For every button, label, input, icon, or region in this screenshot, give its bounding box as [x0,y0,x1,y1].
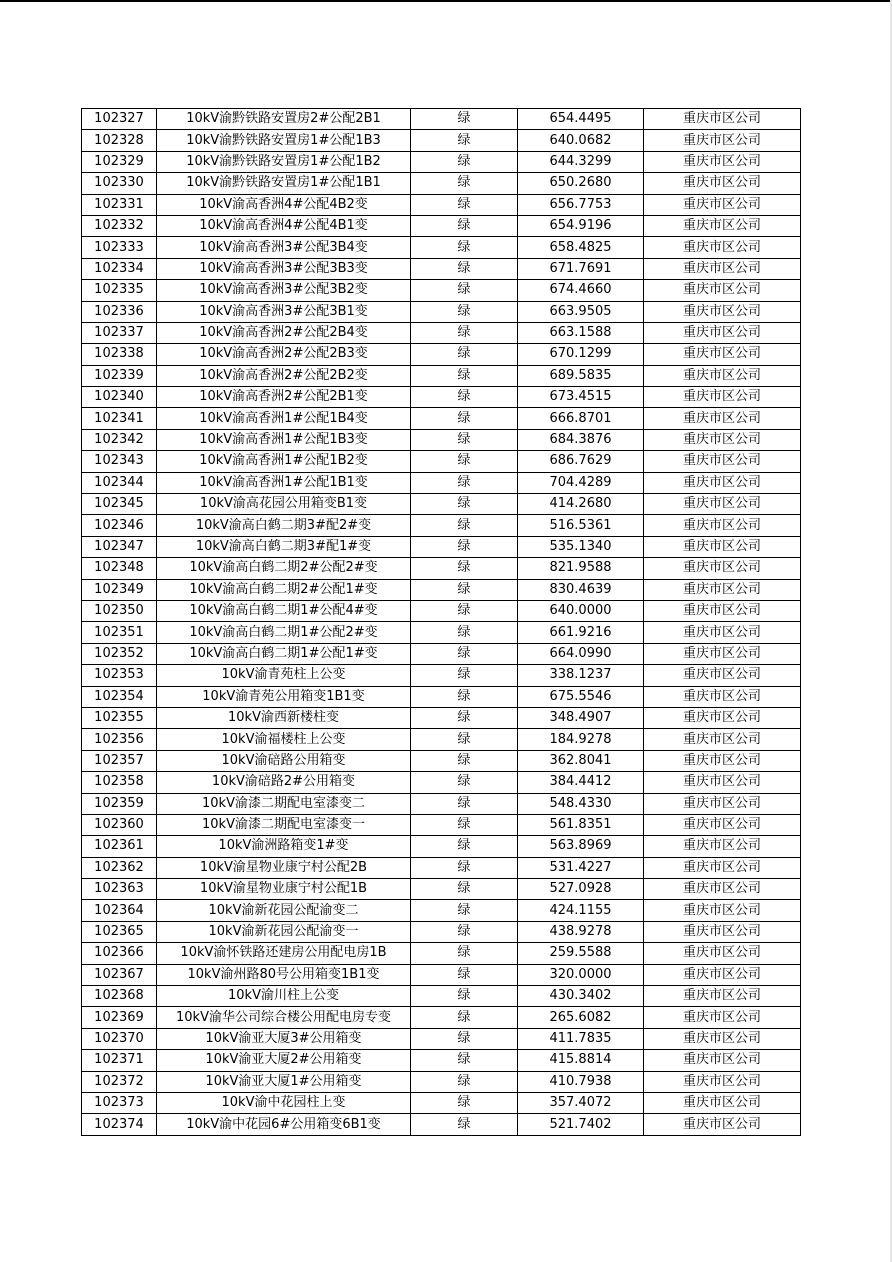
id-cell: 102331 [82,194,157,215]
value-cell: 548.4330 [518,793,644,814]
table-row [82,515,801,536]
company-cell: 重庆市区公司 [644,1007,801,1028]
status-cell: 绿 [411,515,518,536]
table-row [82,215,801,236]
company-cell: 重庆市区公司 [644,964,801,985]
table-row [82,750,801,771]
name-cell: 10kV渝亚大厦3#公用箱变 [157,1028,411,1049]
status-cell: 绿 [411,1092,518,1113]
id-cell: 102348 [82,558,157,579]
name-cell: 10kV渝高花园公用箱变B1变 [157,494,411,515]
table-row [82,772,801,793]
id-cell: 102343 [82,451,157,472]
company-cell: 重庆市区公司 [644,280,801,301]
table-row [82,879,801,900]
id-cell: 102365 [82,921,157,942]
value-cell: 821.9588 [518,558,644,579]
value-cell: 675.5546 [518,686,644,707]
name-cell: 10kV渝高香洲2#公配2B1变 [157,387,411,408]
name-cell: 10kV渝高香洲1#公配1B4变 [157,408,411,429]
status-cell: 绿 [411,494,518,515]
name-cell: 10kV渝漆二期配电室漆变二 [157,793,411,814]
value-cell: 531.4227 [518,857,644,878]
value-cell: 650.2680 [518,173,644,194]
name-cell: 10kV渝高白鹤二期1#公配1#变 [157,643,411,664]
company-cell: 重庆市区公司 [644,365,801,386]
status-cell: 绿 [411,857,518,878]
value-cell: 830.4639 [518,579,644,600]
name-cell: 10kV渝高香洲2#公配2B3变 [157,344,411,365]
id-cell: 102328 [82,130,157,151]
company-cell: 重庆市区公司 [644,237,801,258]
company-cell: 重庆市区公司 [644,643,801,664]
id-cell: 102339 [82,365,157,386]
status-cell: 绿 [411,921,518,942]
name-cell: 10kV渝中花园6#公用箱变6B1变 [157,1114,411,1135]
company-cell: 重庆市区公司 [644,814,801,835]
status-cell: 绿 [411,429,518,450]
id-cell: 102332 [82,215,157,236]
id-cell: 102349 [82,579,157,600]
value-cell: 674.4660 [518,280,644,301]
value-cell: 656.7753 [518,194,644,215]
value-cell: 684.3876 [518,429,644,450]
value-cell: 527.0928 [518,879,644,900]
id-cell: 102350 [82,600,157,621]
table-row [82,365,801,386]
value-cell: 438.9278 [518,921,644,942]
status-cell: 绿 [411,879,518,900]
id-cell: 102353 [82,665,157,686]
status-cell: 绿 [411,600,518,621]
status-cell: 绿 [411,1028,518,1049]
value-cell: 673.4515 [518,387,644,408]
name-cell: 10kV渝州路80号公用箱变1B1变 [157,964,411,985]
company-cell: 重庆市区公司 [644,344,801,365]
id-cell: 102327 [82,109,157,130]
name-cell: 10kV渝高白鹤二期2#公配2#变 [157,558,411,579]
status-cell: 绿 [411,109,518,130]
status-cell: 绿 [411,558,518,579]
company-cell: 重庆市区公司 [644,109,801,130]
table-row [82,1028,801,1049]
table-row [82,536,801,557]
id-cell: 102355 [82,707,157,728]
id-cell: 102336 [82,301,157,322]
table-row [82,900,801,921]
name-cell: 10kV渝高白鹤二期3#配2#变 [157,515,411,536]
table-row [82,472,801,493]
company-cell: 重庆市区公司 [644,1092,801,1113]
id-cell: 102341 [82,408,157,429]
company-cell: 重庆市区公司 [644,986,801,1007]
table-row [82,600,801,621]
id-cell: 102330 [82,173,157,194]
table-row [82,1071,801,1092]
name-cell: 10kV渝黔铁路安置房1#公配1B1 [157,173,411,194]
company-cell: 重庆市区公司 [644,536,801,557]
value-cell: 654.9196 [518,215,644,236]
company-cell: 重庆市区公司 [644,857,801,878]
id-cell: 102362 [82,857,157,878]
id-cell: 102347 [82,536,157,557]
page-top-border [0,0,892,2]
value-cell: 658.4825 [518,237,644,258]
name-cell: 10kV渝高香洲1#公配1B2变 [157,451,411,472]
value-cell: 654.4495 [518,109,644,130]
name-cell: 10kV渝华公司综合楼公用配电房专变 [157,1007,411,1028]
table-row [82,643,801,664]
id-cell: 102340 [82,387,157,408]
company-cell: 重庆市区公司 [644,194,801,215]
table-row [82,408,801,429]
name-cell: 10kV渝怀铁路还建房公用配电房1B [157,943,411,964]
company-cell: 重庆市区公司 [644,301,801,322]
value-cell: 411.7835 [518,1028,644,1049]
name-cell: 10kV渝星物业康宁村公配2B [157,857,411,878]
name-cell: 10kV渝高白鹤二期1#公配2#变 [157,622,411,643]
table-row [82,707,801,728]
id-cell: 102338 [82,344,157,365]
status-cell: 绿 [411,986,518,1007]
id-cell: 102366 [82,943,157,964]
name-cell: 10kV渝高香洲4#公配4B2变 [157,194,411,215]
value-cell: 184.9278 [518,729,644,750]
table-row [82,943,801,964]
company-cell: 重庆市区公司 [644,322,801,343]
value-cell: 265.6082 [518,1007,644,1028]
status-cell: 绿 [411,622,518,643]
value-cell: 664.0990 [518,643,644,664]
name-cell: 10kV渝高白鹤二期1#公配4#变 [157,600,411,621]
company-cell: 重庆市区公司 [644,836,801,857]
table-row [82,793,801,814]
name-cell: 10kV渝星物业康宁村公配1B [157,879,411,900]
status-cell: 绿 [411,1114,518,1135]
name-cell: 10kV渝高香洲3#公配3B4变 [157,237,411,258]
company-cell: 重庆市区公司 [644,686,801,707]
table-row [82,151,801,172]
id-cell: 102333 [82,237,157,258]
status-cell: 绿 [411,686,518,707]
status-cell: 绿 [411,729,518,750]
value-cell: 663.1588 [518,322,644,343]
name-cell: 10kV渝亚大厦1#公用箱变 [157,1071,411,1092]
name-cell: 10kV渝高白鹤二期3#配1#变 [157,536,411,557]
status-cell: 绿 [411,344,518,365]
value-cell: 563.8969 [518,836,644,857]
status-cell: 绿 [411,1007,518,1028]
status-cell: 绿 [411,665,518,686]
status-cell: 绿 [411,1050,518,1071]
table-row [82,558,801,579]
company-cell: 重庆市区公司 [644,215,801,236]
table-row [82,130,801,151]
table-row [82,322,801,343]
name-cell: 10kV渝福楼柱上公变 [157,729,411,750]
company-cell: 重庆市区公司 [644,600,801,621]
company-cell: 重庆市区公司 [644,772,801,793]
name-cell: 10kV渝高香洲2#公配2B2变 [157,365,411,386]
name-cell: 10kV渝洲路箱变1#变 [157,836,411,857]
table-row [82,194,801,215]
id-cell: 102368 [82,986,157,1007]
company-cell: 重庆市区公司 [644,258,801,279]
id-cell: 102358 [82,772,157,793]
status-cell: 绿 [411,387,518,408]
value-cell: 666.8701 [518,408,644,429]
value-cell: 516.5361 [518,515,644,536]
id-cell: 102354 [82,686,157,707]
company-cell: 重庆市区公司 [644,579,801,600]
status-cell: 绿 [411,173,518,194]
id-cell: 102364 [82,900,157,921]
table-row [82,1114,801,1135]
table-row [82,921,801,942]
company-cell: 重庆市区公司 [644,472,801,493]
company-cell: 重庆市区公司 [644,900,801,921]
table-row [82,579,801,600]
id-cell: 102335 [82,280,157,301]
table-row [82,729,801,750]
value-cell: 384.4412 [518,772,644,793]
id-cell: 102372 [82,1071,157,1092]
company-cell: 重庆市区公司 [644,429,801,450]
value-cell: 414.2680 [518,494,644,515]
company-cell: 重庆市区公司 [644,1028,801,1049]
name-cell: 10kV渝青苑柱上公变 [157,665,411,686]
table-row [82,1050,801,1071]
name-cell: 10kV渝高香洲2#公配2B4变 [157,322,411,343]
status-cell: 绿 [411,472,518,493]
company-cell: 重庆市区公司 [644,515,801,536]
status-cell: 绿 [411,536,518,557]
status-cell: 绿 [411,322,518,343]
table-row [82,1007,801,1028]
status-cell: 绿 [411,1071,518,1092]
id-cell: 102370 [82,1028,157,1049]
name-cell: 10kV渝高香洲3#公配3B1变 [157,301,411,322]
table-row [82,1092,801,1113]
company-cell: 重庆市区公司 [644,729,801,750]
value-cell: 415.8814 [518,1050,644,1071]
company-cell: 重庆市区公司 [644,558,801,579]
name-cell: 10kV渝碚路2#公用箱变 [157,772,411,793]
status-cell: 绿 [411,365,518,386]
name-cell: 10kV渝高香洲1#公配1B1变 [157,472,411,493]
table-row [82,964,801,985]
company-cell: 重庆市区公司 [644,943,801,964]
table-row [82,857,801,878]
status-cell: 绿 [411,943,518,964]
status-cell: 绿 [411,280,518,301]
table-row [82,622,801,643]
id-cell: 102361 [82,836,157,857]
status-cell: 绿 [411,130,518,151]
company-cell: 重庆市区公司 [644,921,801,942]
id-cell: 102373 [82,1092,157,1113]
company-cell: 重庆市区公司 [644,130,801,151]
table-row [82,237,801,258]
table-row [82,836,801,857]
name-cell: 10kV渝亚大厦2#公用箱变 [157,1050,411,1071]
id-cell: 102367 [82,964,157,985]
value-cell: 362.8041 [518,750,644,771]
status-cell: 绿 [411,707,518,728]
status-cell: 绿 [411,151,518,172]
id-cell: 102357 [82,750,157,771]
value-cell: 561.8351 [518,814,644,835]
value-cell: 686.7629 [518,451,644,472]
value-cell: 670.1299 [518,344,644,365]
company-cell: 重庆市区公司 [644,1071,801,1092]
value-cell: 644.3299 [518,151,644,172]
id-cell: 102344 [82,472,157,493]
company-cell: 重庆市区公司 [644,1050,801,1071]
name-cell: 10kV渝西新楼柱变 [157,707,411,728]
name-cell: 10kV渝高白鹤二期2#公配1#变 [157,579,411,600]
name-cell: 10kV渝高香洲1#公配1B3变 [157,429,411,450]
status-cell: 绿 [411,793,518,814]
status-cell: 绿 [411,237,518,258]
company-cell: 重庆市区公司 [644,622,801,643]
company-cell: 重庆市区公司 [644,151,801,172]
name-cell: 10kV渝青苑公用箱变1B1变 [157,686,411,707]
company-cell: 重庆市区公司 [644,387,801,408]
name-cell: 10kV渝新花园公配渝变一 [157,921,411,942]
company-cell: 重庆市区公司 [644,665,801,686]
name-cell: 10kV渝新花园公配渝变二 [157,900,411,921]
name-cell: 10kV渝黔铁路安置房1#公配1B3 [157,130,411,151]
id-cell: 102356 [82,729,157,750]
value-cell: 663.9505 [518,301,644,322]
table-row [82,494,801,515]
table-row [82,665,801,686]
company-cell: 重庆市区公司 [644,750,801,771]
name-cell: 10kV渝高香洲4#公配4B1变 [157,215,411,236]
name-cell: 10kV渝漆二期配电室漆变一 [157,814,411,835]
name-cell: 10kV渝川柱上公变 [157,986,411,1007]
id-cell: 102359 [82,793,157,814]
table-row [82,301,801,322]
id-cell: 102351 [82,622,157,643]
name-cell: 10kV渝中花园柱上变 [157,1092,411,1113]
name-cell: 10kV渝黔铁路安置房1#公配1B2 [157,151,411,172]
table-row [82,109,801,130]
value-cell: 357.4072 [518,1092,644,1113]
id-cell: 102371 [82,1050,157,1071]
name-cell: 10kV渝高香洲3#公配3B2变 [157,280,411,301]
table-row [82,814,801,835]
table-row [82,387,801,408]
table-row [82,173,801,194]
value-cell: 671.7691 [518,258,644,279]
value-cell: 259.5588 [518,943,644,964]
id-cell: 102360 [82,814,157,835]
status-cell: 绿 [411,964,518,985]
id-cell: 102345 [82,494,157,515]
table-row [82,986,801,1007]
id-cell: 102374 [82,1114,157,1135]
status-cell: 绿 [411,772,518,793]
company-cell: 重庆市区公司 [644,173,801,194]
company-cell: 重庆市区公司 [644,408,801,429]
status-cell: 绿 [411,836,518,857]
id-cell: 102337 [82,322,157,343]
status-cell: 绿 [411,258,518,279]
value-cell: 661.9216 [518,622,644,643]
company-cell: 重庆市区公司 [644,1114,801,1135]
status-cell: 绿 [411,451,518,472]
table-row [82,429,801,450]
value-cell: 521.7402 [518,1114,644,1135]
company-cell: 重庆市区公司 [644,451,801,472]
value-cell: 430.3402 [518,986,644,1007]
company-cell: 重庆市区公司 [644,793,801,814]
value-cell: 338.1237 [518,665,644,686]
value-cell: 689.5835 [518,365,644,386]
value-cell: 348.4907 [518,707,644,728]
id-cell: 102352 [82,643,157,664]
table-body [82,109,801,1136]
name-cell: 10kV渝碚路公用箱变 [157,750,411,771]
status-cell: 绿 [411,750,518,771]
status-cell: 绿 [411,215,518,236]
company-cell: 重庆市区公司 [644,494,801,515]
value-cell: 704.4289 [518,472,644,493]
table-row [82,280,801,301]
name-cell: 10kV渝高香洲3#公配3B3变 [157,258,411,279]
id-cell: 102346 [82,515,157,536]
value-cell: 410.7938 [518,1071,644,1092]
value-cell: 535.1340 [518,536,644,557]
status-cell: 绿 [411,643,518,664]
value-cell: 640.0682 [518,130,644,151]
company-cell: 重庆市区公司 [644,707,801,728]
name-cell: 10kV渝黔铁路安置房2#公配2B1 [157,109,411,130]
status-cell: 绿 [411,579,518,600]
data-table [81,108,801,1136]
status-cell: 绿 [411,301,518,322]
value-cell: 320.0000 [518,964,644,985]
value-cell: 424.1155 [518,900,644,921]
company-cell: 重庆市区公司 [644,879,801,900]
id-cell: 102342 [82,429,157,450]
table-row [82,258,801,279]
id-cell: 102369 [82,1007,157,1028]
value-cell: 640.0000 [518,600,644,621]
table-row [82,686,801,707]
id-cell: 102363 [82,879,157,900]
table-row [82,451,801,472]
table-row [82,344,801,365]
status-cell: 绿 [411,900,518,921]
status-cell: 绿 [411,194,518,215]
status-cell: 绿 [411,814,518,835]
status-cell: 绿 [411,408,518,429]
id-cell: 102329 [82,151,157,172]
id-cell: 102334 [82,258,157,279]
